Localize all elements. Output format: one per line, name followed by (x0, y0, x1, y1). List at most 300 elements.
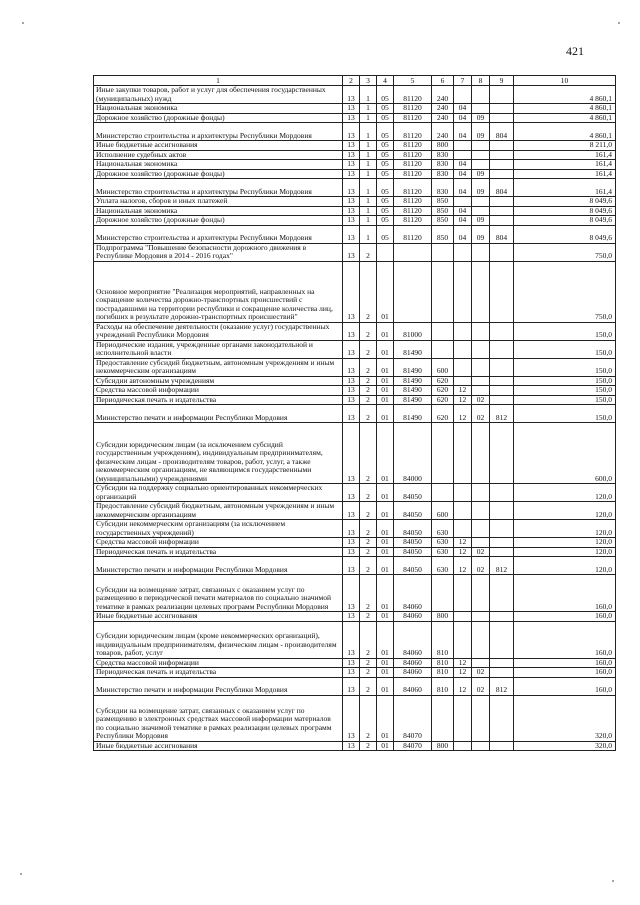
code-cell (454, 197, 472, 207)
code-cell (377, 243, 394, 261)
code-cell: 1 (360, 225, 377, 243)
code-cell: 2 (360, 423, 377, 484)
row-name: Министерство строительства и архитектуры Республики Мордовия (94, 123, 343, 141)
row-name: Министерство печати и информации Республики Мордовия (94, 557, 343, 575)
code-cell: 1 (360, 216, 377, 226)
row-name: Средства массовой информации (94, 658, 343, 668)
code-cell: 810 (432, 621, 454, 658)
table-row (94, 621, 616, 658)
code-cell (490, 104, 514, 114)
code-cell: 800 (432, 741, 454, 751)
table-row (94, 169, 616, 179)
code-cell: 2 (360, 376, 377, 386)
code-cell: 01 (377, 405, 394, 423)
code-cell: 04 (454, 206, 472, 216)
row-name: Дорожное хозяйство (дорожные фонды) (94, 216, 343, 226)
code-cell (454, 243, 472, 261)
code-cell: 13 (343, 113, 360, 123)
code-cell: 01 (377, 502, 394, 520)
code-cell: 13 (343, 405, 360, 423)
amount-cell: 120,0 (514, 484, 616, 502)
code-cell (454, 423, 472, 484)
code-cell: 812 (490, 677, 514, 695)
code-cell (454, 141, 472, 151)
code-cell: 2 (360, 677, 377, 695)
code-cell: 13 (343, 677, 360, 695)
table-row (94, 502, 616, 520)
code-cell: 13 (343, 668, 360, 678)
code-cell: 01 (377, 658, 394, 668)
code-cell (490, 395, 514, 405)
code-cell: 1 (360, 123, 377, 141)
row-name: Иные бюджетные ассигнования (94, 141, 343, 151)
code-cell (432, 261, 454, 322)
code-cell: 02 (472, 668, 490, 678)
amount-cell: 750,0 (514, 261, 616, 322)
code-cell: 2 (360, 405, 377, 423)
code-cell: 804 (490, 179, 514, 197)
code-cell: 240 (432, 113, 454, 123)
table-row (94, 376, 616, 386)
table-row (94, 668, 616, 678)
code-cell (454, 358, 472, 376)
code-cell: 12 (454, 405, 472, 423)
amount-cell: 8 049,6 (514, 197, 616, 207)
row-name: Периодическая печать и издательства (94, 395, 343, 405)
code-cell: 812 (490, 557, 514, 575)
code-cell (490, 621, 514, 658)
code-cell: 810 (432, 668, 454, 678)
row-name: Расходы на обеспечение деятельности (оказание услуг) государственных учреждений Республики Мордовия (94, 322, 343, 340)
code-cell: 1 (360, 86, 377, 104)
table-row (94, 405, 616, 423)
code-cell (472, 160, 490, 170)
table-row (94, 113, 616, 123)
row-name: Иные бюджетные ассигнования (94, 741, 343, 751)
scan-speck (20, 873, 22, 875)
code-cell (472, 695, 490, 741)
header-cell: 5 (394, 76, 432, 86)
code-cell: 830 (432, 179, 454, 197)
code-cell: 01 (377, 695, 394, 741)
code-cell (472, 502, 490, 520)
row-name: Национальная экономика (94, 104, 343, 114)
code-cell: 09 (472, 216, 490, 226)
code-cell: 13 (343, 423, 360, 484)
code-cell (432, 423, 454, 484)
code-cell: 810 (432, 677, 454, 695)
code-cell (432, 243, 454, 261)
code-cell: 1 (360, 179, 377, 197)
code-cell (490, 695, 514, 741)
row-name: Субсидии некоммерческим организациям (за исключением государственных учреждений) (94, 520, 343, 538)
code-cell: 13 (343, 658, 360, 668)
code-cell: 01 (377, 621, 394, 658)
amount-cell: 8 049,6 (514, 216, 616, 226)
code-cell (490, 538, 514, 548)
code-cell: 1 (360, 150, 377, 160)
code-cell: 09 (472, 123, 490, 141)
code-cell: 84050 (394, 484, 432, 502)
code-cell: 84000 (394, 423, 432, 484)
code-cell: 13 (343, 741, 360, 751)
code-cell: 81120 (394, 225, 432, 243)
code-cell (454, 322, 472, 340)
code-cell: 13 (343, 169, 360, 179)
row-name: Субсидии на возмещение затрат, связанных с оказанием услуг по размещению в электронных средствах массовой информации материалов по социально значимой тематике в рамках реализации целевых программ Республики Мордовия (94, 695, 343, 741)
amount-cell: 120,0 (514, 547, 616, 557)
code-cell (432, 484, 454, 502)
code-cell: 13 (343, 538, 360, 548)
amount-cell: 150,0 (514, 322, 616, 340)
code-cell: 2 (360, 261, 377, 322)
code-cell: 13 (343, 484, 360, 502)
table-row (94, 538, 616, 548)
code-cell (472, 141, 490, 151)
code-cell: 05 (377, 197, 394, 207)
amount-cell: 320,0 (514, 695, 616, 741)
code-cell (490, 216, 514, 226)
code-cell (490, 575, 514, 612)
code-cell: 630 (432, 557, 454, 575)
code-cell (472, 340, 490, 358)
amount-cell: 161,4 (514, 150, 616, 160)
code-cell: 01 (377, 557, 394, 575)
amount-cell: 161,4 (514, 169, 616, 179)
code-cell (490, 206, 514, 216)
code-cell (472, 261, 490, 322)
code-cell: 81120 (394, 169, 432, 179)
table-row (94, 123, 616, 141)
code-cell: 600 (432, 502, 454, 520)
code-cell: 13 (343, 197, 360, 207)
code-cell: 84060 (394, 658, 432, 668)
code-cell: 620 (432, 376, 454, 386)
code-cell: 01 (377, 340, 394, 358)
code-cell: 240 (432, 104, 454, 114)
amount-cell: 4 860,1 (514, 104, 616, 114)
code-cell: 09 (472, 169, 490, 179)
code-cell (490, 484, 514, 502)
code-cell (490, 243, 514, 261)
code-cell: 240 (432, 86, 454, 104)
amount-cell: 160,0 (514, 612, 616, 622)
amount-cell: 8 049,6 (514, 206, 616, 216)
amount-cell: 150,0 (514, 405, 616, 423)
amount-cell: 150,0 (514, 395, 616, 405)
code-cell (472, 376, 490, 386)
code-cell: 04 (454, 113, 472, 123)
code-cell: 830 (432, 169, 454, 179)
header-cell: 4 (377, 76, 394, 86)
code-cell: 1 (360, 104, 377, 114)
code-cell: 05 (377, 86, 394, 104)
code-cell (490, 741, 514, 751)
code-cell (472, 658, 490, 668)
row-name: Дорожное хозяйство (дорожные фонды) (94, 169, 343, 179)
code-cell: 13 (343, 376, 360, 386)
code-cell: 04 (454, 216, 472, 226)
code-cell (490, 322, 514, 340)
amount-cell: 750,0 (514, 243, 616, 261)
code-cell: 01 (377, 423, 394, 484)
row-name: Основное мероприятие "Реализация мероприятий, направленных на сокращение количества дорожно-транспортных происшествий с пострадавшими на территории республики и сокращение количества лиц, погибших в результате дорожно-транспортных происшествий" (94, 261, 343, 322)
code-cell: 850 (432, 225, 454, 243)
code-cell (394, 261, 432, 322)
code-cell: 05 (377, 150, 394, 160)
header-cell: 7 (454, 76, 472, 86)
row-name: Средства массовой информации (94, 538, 343, 548)
row-name: Уплата налогов, сборов и иных платежей (94, 197, 343, 207)
code-cell: 2 (360, 502, 377, 520)
code-cell: 09 (472, 113, 490, 123)
amount-cell: 120,0 (514, 520, 616, 538)
code-cell: 804 (490, 123, 514, 141)
code-cell: 81120 (394, 197, 432, 207)
code-cell: 812 (490, 405, 514, 423)
row-name: Периодические издания, учрежденные органами законодательной и исполнительной власти (94, 340, 343, 358)
code-cell: 81120 (394, 104, 432, 114)
amount-cell: 120,0 (514, 557, 616, 575)
row-name: Периодическая печать и издательства (94, 547, 343, 557)
amount-cell: 120,0 (514, 502, 616, 520)
header-cell: 10 (514, 76, 616, 86)
code-cell: 05 (377, 169, 394, 179)
code-cell: 620 (432, 405, 454, 423)
code-cell: 630 (432, 538, 454, 548)
code-cell: 81120 (394, 141, 432, 151)
row-name: Министерство печати и информации Республики Мордовия (94, 677, 343, 695)
code-cell: 05 (377, 216, 394, 226)
code-cell: 84070 (394, 741, 432, 751)
code-cell (472, 197, 490, 207)
table-row (94, 423, 616, 484)
code-cell: 13 (343, 150, 360, 160)
code-cell: 05 (377, 206, 394, 216)
code-cell: 830 (432, 150, 454, 160)
code-cell: 04 (454, 104, 472, 114)
code-cell (490, 423, 514, 484)
code-cell (454, 261, 472, 322)
amount-cell: 600,0 (514, 423, 616, 484)
code-cell: 04 (454, 179, 472, 197)
code-cell (432, 322, 454, 340)
code-cell (472, 386, 490, 396)
budget-table (93, 75, 616, 751)
table-row (94, 216, 616, 226)
amount-cell: 150,0 (514, 376, 616, 386)
amount-cell: 160,0 (514, 575, 616, 612)
table-row (94, 612, 616, 622)
row-name: Субсидии юридическим лицам (кроме некоммерческих организаций), индивидуальным предпринимателям, физическим лицам - производителям товаров, работ, услуг (94, 621, 343, 658)
code-cell: 2 (360, 538, 377, 548)
table-row (94, 225, 616, 243)
code-cell: 84050 (394, 538, 432, 548)
code-cell: 630 (432, 547, 454, 557)
code-cell: 04 (454, 225, 472, 243)
code-cell (454, 484, 472, 502)
code-cell: 05 (377, 160, 394, 170)
table-row (94, 206, 616, 216)
code-cell (454, 86, 472, 104)
code-cell: 13 (343, 575, 360, 612)
row-name: Министерство строительства и архитектуры Республики Мордовия (94, 225, 343, 243)
code-cell: 81120 (394, 86, 432, 104)
code-cell: 1 (360, 141, 377, 151)
code-cell: 81120 (394, 113, 432, 123)
amount-cell: 120,0 (514, 538, 616, 548)
code-cell: 13 (343, 243, 360, 261)
code-cell: 01 (377, 612, 394, 622)
table-body (94, 86, 616, 751)
row-name: Министерство строительства и архитектуры Республики Мордовия (94, 179, 343, 197)
amount-cell: 161,4 (514, 179, 616, 197)
code-cell: 01 (377, 322, 394, 340)
code-cell: 1 (360, 169, 377, 179)
code-cell: 01 (377, 547, 394, 557)
scan-speck (612, 880, 614, 882)
code-cell: 84050 (394, 557, 432, 575)
amount-cell: 320,0 (514, 741, 616, 751)
code-cell: 13 (343, 612, 360, 622)
row-name: Предоставление субсидий бюджетным, автономным учреждениям и иным некоммерческим организациям (94, 502, 343, 520)
table-row (94, 340, 616, 358)
code-cell: 01 (377, 261, 394, 322)
code-cell (490, 197, 514, 207)
code-cell: 13 (343, 695, 360, 741)
code-cell (472, 612, 490, 622)
code-cell: 84060 (394, 668, 432, 678)
table-row (94, 557, 616, 575)
code-cell: 13 (343, 104, 360, 114)
code-cell (490, 160, 514, 170)
code-cell: 620 (432, 386, 454, 396)
amount-cell: 4 860,1 (514, 86, 616, 104)
row-name: Дорожное хозяйство (дорожные фонды) (94, 113, 343, 123)
table-row (94, 104, 616, 114)
code-cell (454, 376, 472, 386)
row-name: Национальная экономика (94, 160, 343, 170)
row-name: Министерство печати и информации Республики Мордовия (94, 405, 343, 423)
code-cell (432, 340, 454, 358)
code-cell (490, 612, 514, 622)
code-cell: 620 (432, 395, 454, 405)
code-cell: 2 (360, 395, 377, 405)
code-cell: 2 (360, 243, 377, 261)
code-cell: 600 (432, 358, 454, 376)
code-cell: 13 (343, 225, 360, 243)
code-cell: 84060 (394, 612, 432, 622)
code-cell: 13 (343, 206, 360, 216)
code-cell: 84070 (394, 695, 432, 741)
page-number: 421 (566, 44, 584, 58)
code-cell (472, 423, 490, 484)
code-cell (454, 612, 472, 622)
code-cell: 84060 (394, 677, 432, 695)
code-cell (490, 150, 514, 160)
row-name: Субсидии автономным учреждениям (94, 376, 343, 386)
table-row (94, 484, 616, 502)
code-cell (472, 104, 490, 114)
scan-speck (618, 22, 620, 24)
table-row (94, 160, 616, 170)
code-cell: 810 (432, 658, 454, 668)
code-cell (472, 322, 490, 340)
code-cell: 09 (472, 179, 490, 197)
code-cell: 13 (343, 123, 360, 141)
code-cell (472, 206, 490, 216)
code-cell: 2 (360, 340, 377, 358)
code-cell: 12 (454, 557, 472, 575)
table-row (94, 322, 616, 340)
code-cell: 13 (343, 179, 360, 197)
table-row (94, 695, 616, 741)
code-cell (454, 575, 472, 612)
header-cell: 9 (490, 76, 514, 86)
amount-cell: 4 860,1 (514, 123, 616, 141)
code-cell: 01 (377, 668, 394, 678)
code-cell: 81490 (394, 405, 432, 423)
header-cell: 3 (360, 76, 377, 86)
table-row (94, 395, 616, 405)
table-row (94, 358, 616, 376)
code-cell: 81120 (394, 206, 432, 216)
amount-cell: 160,0 (514, 658, 616, 668)
code-cell: 12 (454, 395, 472, 405)
table-row (94, 386, 616, 396)
code-cell (432, 575, 454, 612)
code-cell: 84060 (394, 621, 432, 658)
code-cell: 81000 (394, 322, 432, 340)
code-cell (472, 575, 490, 612)
code-cell: 13 (343, 322, 360, 340)
code-cell: 12 (454, 677, 472, 695)
code-cell: 04 (454, 160, 472, 170)
table-row (94, 179, 616, 197)
code-cell: 01 (377, 520, 394, 538)
code-cell (490, 502, 514, 520)
table-row (94, 243, 616, 261)
code-cell: 05 (377, 141, 394, 151)
code-cell: 13 (343, 502, 360, 520)
header-cell: 2 (343, 76, 360, 86)
table-row (94, 547, 616, 557)
code-cell: 1 (360, 160, 377, 170)
code-cell: 01 (377, 395, 394, 405)
code-cell: 84050 (394, 502, 432, 520)
amount-cell: 4 860,1 (514, 113, 616, 123)
code-cell (454, 621, 472, 658)
code-cell: 850 (432, 197, 454, 207)
code-cell: 2 (360, 621, 377, 658)
code-cell (472, 621, 490, 658)
code-cell: 01 (377, 386, 394, 396)
code-cell: 01 (377, 358, 394, 376)
code-cell (454, 741, 472, 751)
code-cell: 804 (490, 225, 514, 243)
code-cell: 13 (343, 86, 360, 104)
code-cell: 05 (377, 113, 394, 123)
table-row (94, 741, 616, 751)
amount-cell: 160,0 (514, 668, 616, 678)
code-cell (490, 340, 514, 358)
code-cell: 84050 (394, 520, 432, 538)
code-cell: 2 (360, 520, 377, 538)
amount-cell: 160,0 (514, 621, 616, 658)
code-cell (454, 150, 472, 160)
code-cell: 13 (343, 395, 360, 405)
code-cell: 12 (454, 547, 472, 557)
